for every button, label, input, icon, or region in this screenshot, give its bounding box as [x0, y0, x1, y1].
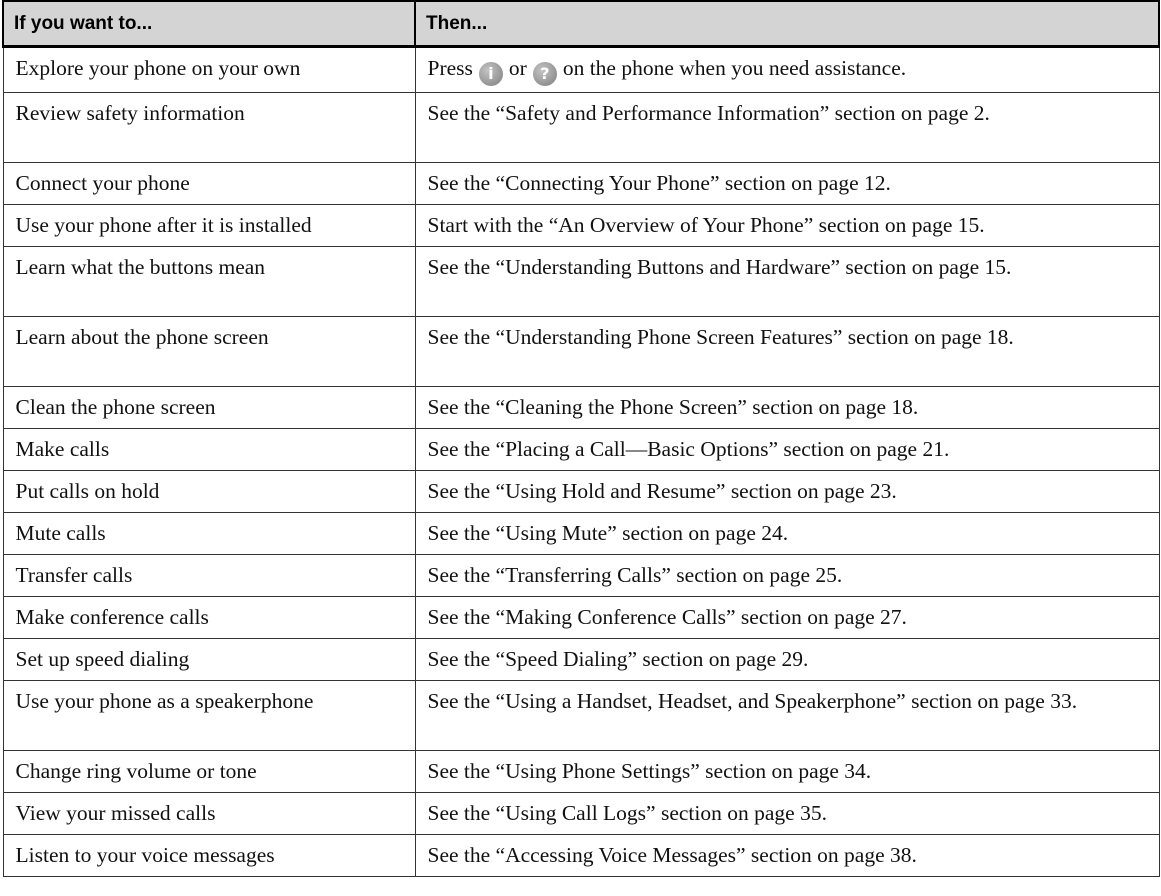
table-row: [3, 471, 1159, 513]
table-header: [3, 1, 1159, 47]
then-cell: See the “Accessing Voice Messages” section on page 38.: [415, 835, 1159, 877]
quick-reference-table: [2, 0, 1160, 877]
header-row: [3, 1, 1159, 47]
then-cell: See the “Using Hold and Resume” section on page 23.: [415, 471, 1159, 513]
table-row: [3, 597, 1159, 639]
table-row: [3, 387, 1159, 429]
then-text-press: Press: [427, 56, 473, 80]
table-row: [3, 835, 1159, 877]
want-cell: Use your phone as a speakerphone: [3, 681, 415, 751]
then-cell: See the “Speed Dialing” section on page 29.: [415, 639, 1159, 681]
table-row: [3, 247, 1159, 317]
then-cell: See the “Using Call Logs” section on page 35.: [415, 793, 1159, 835]
table-row: [3, 681, 1159, 751]
want-cell: Mute calls: [3, 513, 415, 555]
then-cell: See the “Using Mute” section on page 24.: [415, 513, 1159, 555]
want-cell: Listen to your voice messages: [3, 835, 415, 877]
want-cell: Learn what the buttons mean: [3, 247, 415, 317]
then-text-or: or: [508, 56, 527, 80]
then-cell: See the “Safety and Performance Information” section on page 2.: [415, 93, 1159, 163]
table-row: [3, 205, 1159, 247]
want-cell: Explore your phone on your own: [3, 47, 415, 93]
table-row: [3, 429, 1159, 471]
want-cell: Clean the phone screen: [3, 387, 415, 429]
want-cell: Learn about the phone screen: [3, 317, 415, 387]
want-cell: Connect your phone: [3, 163, 415, 205]
want-cell: Use your phone after it is installed: [3, 205, 415, 247]
column-header-then: Then...: [415, 1, 1159, 47]
info-icon: i: [479, 62, 503, 86]
table-row: [3, 793, 1159, 835]
then-cell: See the “Connecting Your Phone” section on page 12.: [415, 163, 1159, 205]
table-row: [3, 555, 1159, 597]
table-row: [3, 47, 1159, 93]
table-row: [3, 639, 1159, 681]
table-row: [3, 317, 1159, 387]
then-cell: See the “Understanding Phone Screen Features” section on page 18.: [415, 317, 1159, 387]
then-cell: See the “Understanding Buttons and Hardware” section on page 15.: [415, 247, 1159, 317]
table-row: [3, 751, 1159, 793]
want-cell: Put calls on hold: [3, 471, 415, 513]
want-cell: Transfer calls: [3, 555, 415, 597]
then-cell: See the “Using a Handset, Headset, and Speakerphone” section on page 33.: [415, 681, 1159, 751]
want-cell: Review safety information: [3, 93, 415, 163]
then-cell: See the “Cleaning the Phone Screen” section on page 18.: [415, 387, 1159, 429]
want-cell: Make conference calls: [3, 597, 415, 639]
then-cell: See the “Placing a Call—Basic Options” section on page 21.: [415, 429, 1159, 471]
then-cell: See the “Using Phone Settings” section on page 34.: [415, 751, 1159, 793]
want-cell: View your missed calls: [3, 793, 415, 835]
table-row: [3, 163, 1159, 205]
column-header-want: If you want to...: [3, 1, 415, 47]
want-cell: Change ring volume or tone: [3, 751, 415, 793]
then-cell: See the “Transferring Calls” section on page 25.: [415, 555, 1159, 597]
then-text-rest: on the phone when you need assistance.: [562, 56, 907, 80]
want-cell: Set up speed dialing: [3, 639, 415, 681]
table-body: [3, 47, 1159, 877]
want-cell: Make calls: [3, 429, 415, 471]
table-row: [3, 93, 1159, 163]
help-icon: ?: [533, 62, 557, 86]
then-cell: Start with the “An Overview of Your Phone” section on page 15.: [415, 205, 1159, 247]
then-cell: See the “Making Conference Calls” section on page 27.: [415, 597, 1159, 639]
then-cell: [415, 47, 1159, 93]
table-row: [3, 513, 1159, 555]
